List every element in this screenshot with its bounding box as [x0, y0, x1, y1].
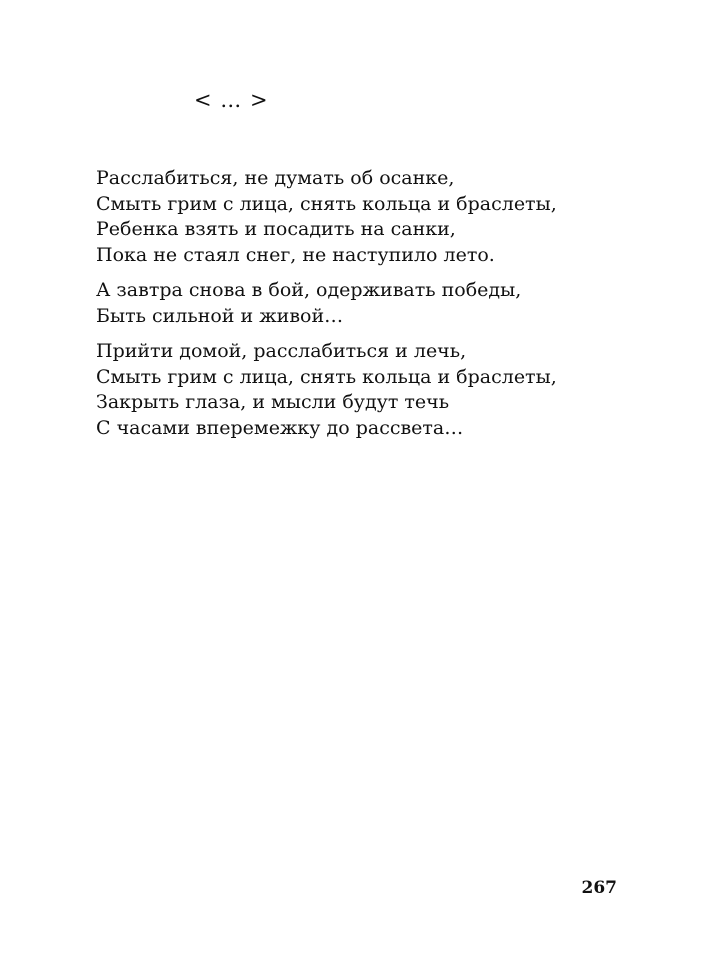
page-number: 267	[581, 878, 617, 898]
poem-line: Расслабиться, не думать об осанке,	[96, 167, 455, 189]
poem-line: Пока не стаял снег, не наступило лето.	[96, 243, 495, 266]
poem-line: Прийти домой, расслабиться и лечь,	[96, 340, 467, 362]
poem-line: Смыть грим с лица, снять кольца и браслеты,	[96, 365, 557, 388]
stanza	[96, 278, 656, 329]
poem	[96, 166, 656, 451]
poem-line: Закрыть глаза, и мысли будут течь	[96, 391, 450, 413]
poem-line: Ребенка взять и посадить на санки,	[96, 218, 456, 240]
poem-line: Быть сильной и живой…	[96, 304, 344, 327]
poem-line: А завтра снова в бой, одерживать победы,	[96, 279, 522, 301]
stanza	[96, 166, 656, 268]
section-separator: < … >	[194, 88, 269, 112]
poem-line: С часами вперемежку до рассвета…	[96, 416, 464, 439]
poem-line: Смыть грим с лица, снять кольца и браслеты,	[96, 192, 557, 215]
stanza	[96, 339, 656, 441]
